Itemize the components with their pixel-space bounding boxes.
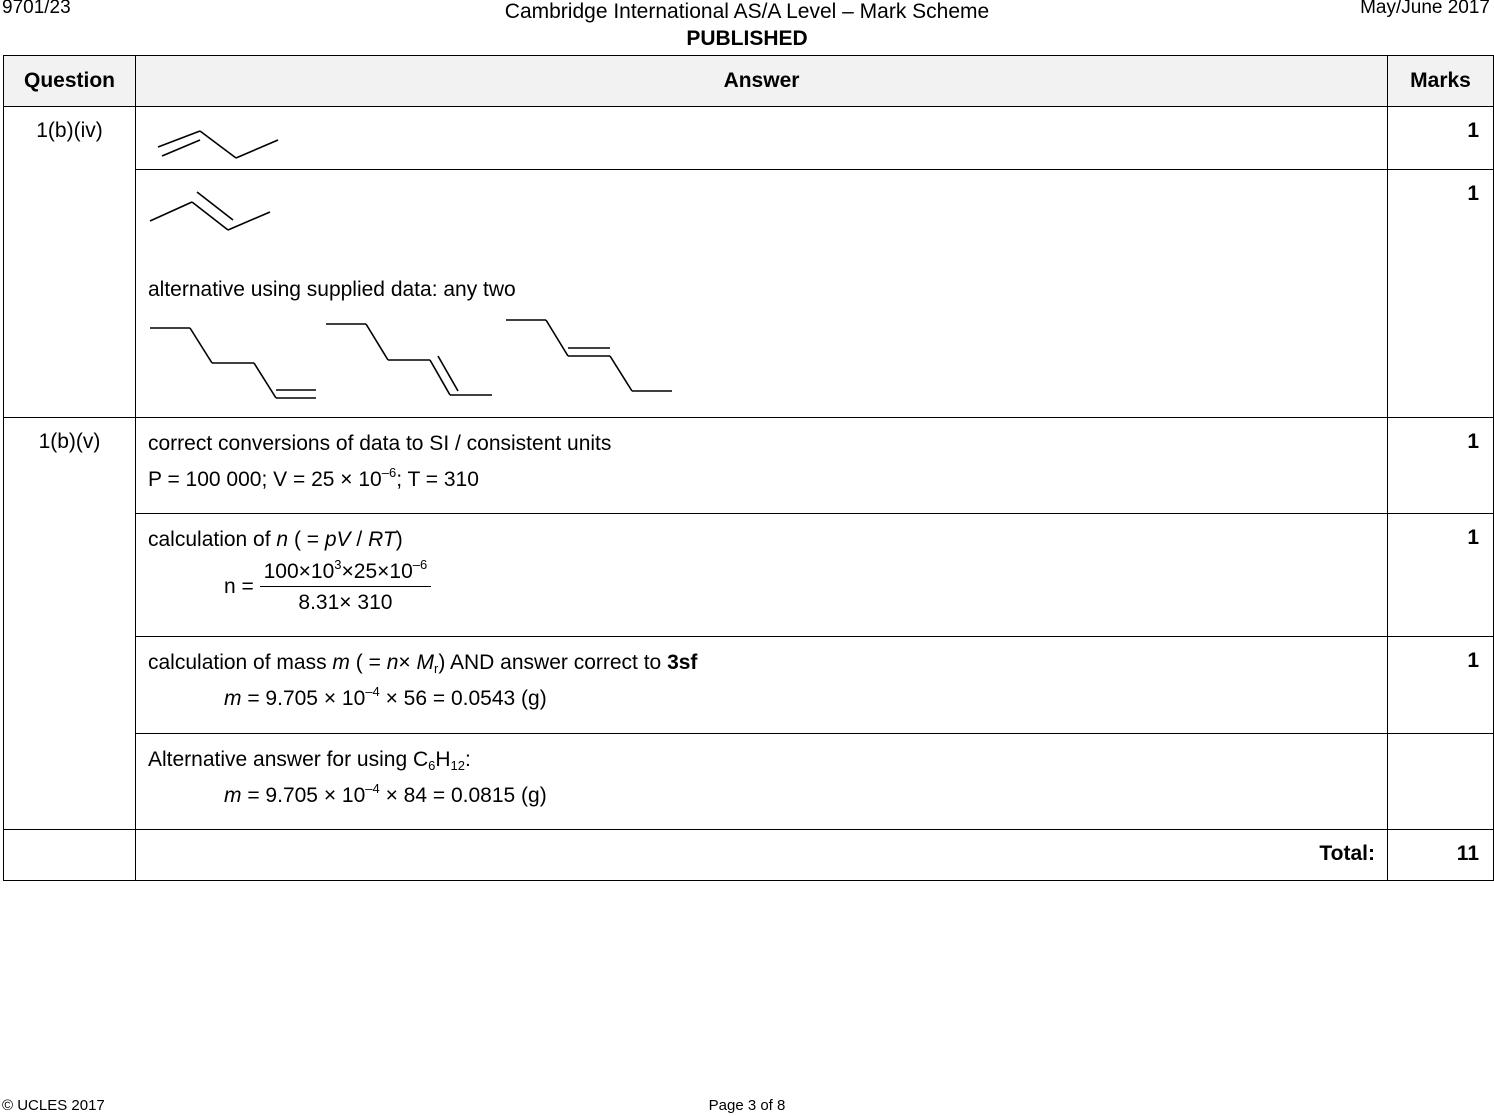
- table-row: [4, 514, 1494, 637]
- exam-session: May/June 2017: [1360, 0, 1490, 18]
- marks-value: 1: [1388, 418, 1494, 514]
- marks-value: 1: [1388, 514, 1494, 637]
- answer-cell: [136, 514, 1388, 637]
- marks-value: 1: [1388, 170, 1494, 418]
- total-label: Total:: [136, 830, 1388, 881]
- answer-text: calculation of n ( = pV / RT): [148, 528, 403, 551]
- question-label: 1(b)(v): [4, 418, 136, 830]
- bond: [546, 320, 568, 356]
- answer-column-header: Answer: [136, 56, 1388, 107]
- document-title: [0, 0, 1494, 52]
- page-number: Page 3 of 8: [708, 1097, 786, 1114]
- fraction-equation: n = $\frac{100\times 10^3\times 25\times 10^{-6}}{8.31\times 310}$: [148, 560, 1375, 615]
- bond: [430, 360, 450, 395]
- answer-text: $m = 9.705 \times 10^{-4} \times 56 = 0.0543$ (g): [224, 684, 547, 710]
- table-row: [4, 637, 1494, 734]
- bond: [150, 202, 192, 221]
- answer-cell: [136, 170, 1388, 418]
- but-2-ene-structure: [148, 184, 288, 234]
- marks-value: 1: [1388, 107, 1494, 170]
- bond: [197, 192, 233, 220]
- marks-column-header: Marks: [1388, 56, 1494, 107]
- paper-code: 9701/23: [2, 0, 71, 18]
- numerator: $100\times 10^3\times 25\times 10^{-6}$: [260, 560, 432, 587]
- bond: [200, 131, 236, 158]
- fraction: [260, 557, 432, 615]
- bond: [366, 324, 388, 360]
- answer-text: correct conversions of data to SI / consistent units: [148, 432, 612, 455]
- table-row: [4, 107, 1494, 170]
- title-text: Cambridge International AS/A Level – Mark Scheme: [504, 0, 990, 23]
- table-row: [4, 734, 1494, 830]
- total-value: 11: [1388, 830, 1494, 881]
- bond: [162, 140, 200, 156]
- copyright: © UCLES 2017: [2, 1097, 105, 1114]
- answer-text: P = 100 000; $V = 25 \times 10^{-6}$; T = 310: [148, 465, 479, 491]
- bond: [192, 202, 228, 230]
- answer-text: Alternative answer for using $C_6H_{12}$:: [148, 748, 471, 773]
- table-header-row: [4, 56, 1494, 107]
- bond: [236, 140, 278, 158]
- bond: [610, 356, 632, 391]
- table-row: [4, 418, 1494, 514]
- hexene-structures: [148, 314, 708, 404]
- question-label: 1(b)(iv): [4, 107, 136, 418]
- denominator: 8.31× 310: [298, 591, 393, 614]
- marks-value: [1388, 734, 1494, 830]
- answer-cell: [136, 734, 1388, 830]
- marks-value: 1: [1388, 637, 1494, 734]
- published-label: PUBLISHED: [686, 27, 808, 50]
- mark-scheme-table: [3, 55, 1494, 881]
- bond: [438, 356, 458, 391]
- answer-cell: [136, 418, 1388, 514]
- bond: [228, 212, 270, 230]
- answer-text: $m = 9.705 \times 10^{-4} \times 84 = 0.0815$ (g): [224, 781, 547, 807]
- question-column-header: Question: [4, 56, 136, 107]
- answer-cell: [136, 637, 1388, 734]
- total-row: [4, 830, 1494, 881]
- answer-cell: [136, 107, 1388, 170]
- answer-text: calculation of mass m ( = $n\times M_r$) AND answer correct to 3sf: [148, 651, 698, 676]
- empty-cell: [4, 830, 136, 881]
- alternative-text: alternative using supplied data: any two: [148, 278, 516, 301]
- bond: [190, 328, 212, 363]
- bond: [254, 363, 276, 398]
- but-1-ene-structure: [148, 123, 288, 167]
- bond: [158, 131, 200, 147]
- table-row: [4, 170, 1494, 418]
